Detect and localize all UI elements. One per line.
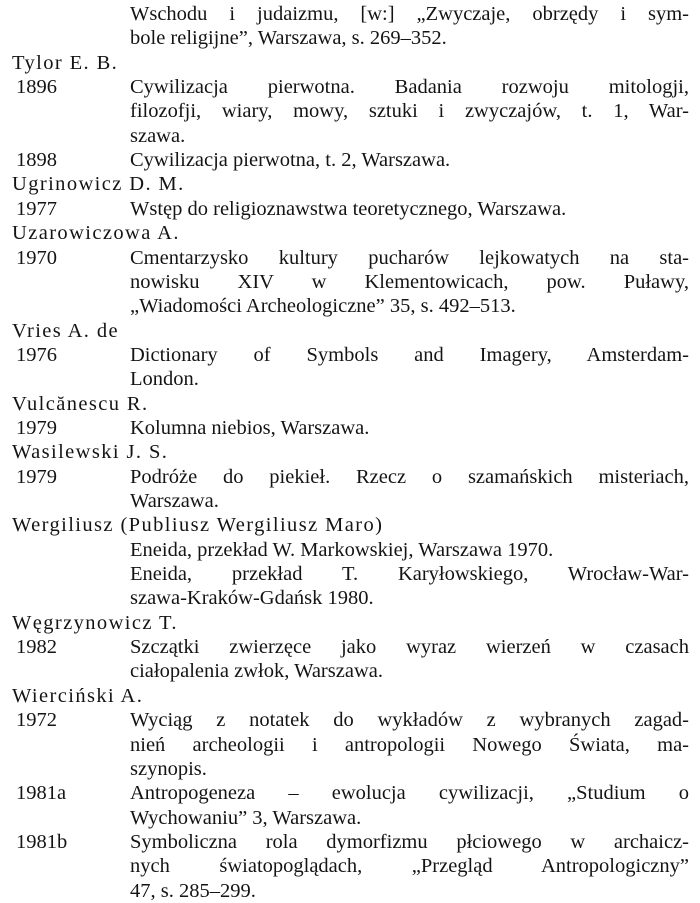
publication-title-line: szawa-Kraków-Gdańsk 1980. <box>130 587 374 610</box>
publication-title-line: nych światopoglądach, „Przegląd Antropologiczny” <box>130 855 689 878</box>
publication-title-line: Cywilizacja pierwotna, t. 2, Warszawa. <box>130 149 451 172</box>
publication-title-line: nowisku XIV w Klementowicach, pow. Puławy, <box>130 270 689 293</box>
publication-year: 1976 <box>16 343 57 366</box>
author-name: Uzarowiczowa A. <box>12 222 180 245</box>
publication-year: 1972 <box>16 709 57 732</box>
publication-title-line: Wschodu i judaizmu, [w:] „Zwyczaje, obrzędy i sym- <box>130 3 689 25</box>
publication-title-line: szynopis. <box>130 757 207 780</box>
publication-title-line: bole religijne”, Warszawa, s. 269–352. <box>130 27 447 50</box>
publication-title-line: Szczątki zwierzęce jako wyraz wierzeń w czasach <box>130 636 689 659</box>
publication-title-line: Wychowaniu” 3, Warszawa. <box>130 806 362 829</box>
publication-year: 1982 <box>16 636 57 659</box>
publication-year: 1898 <box>16 149 57 172</box>
publication-title-line: Eneida, przekład T. Karyłowskiego, Wrocław-War- <box>130 563 689 586</box>
publication-title-line: nień archeologii i antropologii Nowego Świata, ma- <box>130 733 689 756</box>
publication-title-line: Antropogeneza – ewolucja cywilizacji, „Studium o <box>130 782 689 805</box>
author-name: Wasilewski J. S. <box>12 441 169 464</box>
publication-title-line: Dictionary of Symbols and Imagery, Amsterdam- <box>130 343 689 366</box>
publication-title-line: Symboliczna rola dymorfizmu płciowego w archaicz- <box>130 830 689 853</box>
publication-year: 1979 <box>16 416 57 439</box>
author-name: Węgrzynowicz T. <box>12 611 178 634</box>
publication-title-line: Eneida, przekład W. Markowskiej, Warszawa 1970. <box>130 538 554 561</box>
author-name: Wergiliusz (Publiusz Wergiliusz Maro) <box>12 514 384 537</box>
publication-title-line: Wyciąg z notatek do wykładów z wybranych zagad- <box>130 709 689 732</box>
publication-year: 1981a <box>16 782 67 805</box>
publication-title-line: Warszawa. <box>130 490 219 512</box>
author-name: Ugrinowicz D. M. <box>12 173 185 196</box>
publication-title-line: ciałopalenia zwłok, Warszawa. <box>130 660 383 683</box>
publication-title-line: „Wiadomości Archeologiczne” 35, s. 492–513. <box>130 295 516 318</box>
author-name: Wierciński A. <box>12 684 144 707</box>
author-name: Vries A. de <box>12 319 119 342</box>
publication-year: 1896 <box>16 76 57 99</box>
author-name: Tylor E. B. <box>12 51 119 74</box>
publication-year: 1979 <box>16 465 57 488</box>
publication-year: 1981b <box>16 830 68 853</box>
publication-year: 1977 <box>16 197 57 220</box>
publication-title-line: Cywilizacja pierwotna. Badania rozwoju mitologji, <box>130 76 689 99</box>
publication-title-line: Kolumna niebios, Warszawa. <box>130 416 370 439</box>
publication-title-line: szawa. <box>130 124 186 147</box>
publication-title-line: 47, s. 285–299. <box>130 879 256 902</box>
publication-title-line: Cmentarzysko kultury pucharów lejkowatych na sta- <box>130 246 689 269</box>
publication-title-line: London. <box>130 368 199 391</box>
author-name: Vulcănescu R. <box>12 392 149 415</box>
publication-title-line: Podróże do piekieł. Rzecz o szamańskich misteriach, <box>130 465 689 488</box>
publication-title-line: filozofji, wiary, mowy, sztuki i zwyczajów, t. 1, War- <box>130 100 689 123</box>
publication-year: 1970 <box>16 246 57 269</box>
publication-title-line: Wstęp do religioznawstwa teoretycznego, Warszawa. <box>130 197 567 220</box>
